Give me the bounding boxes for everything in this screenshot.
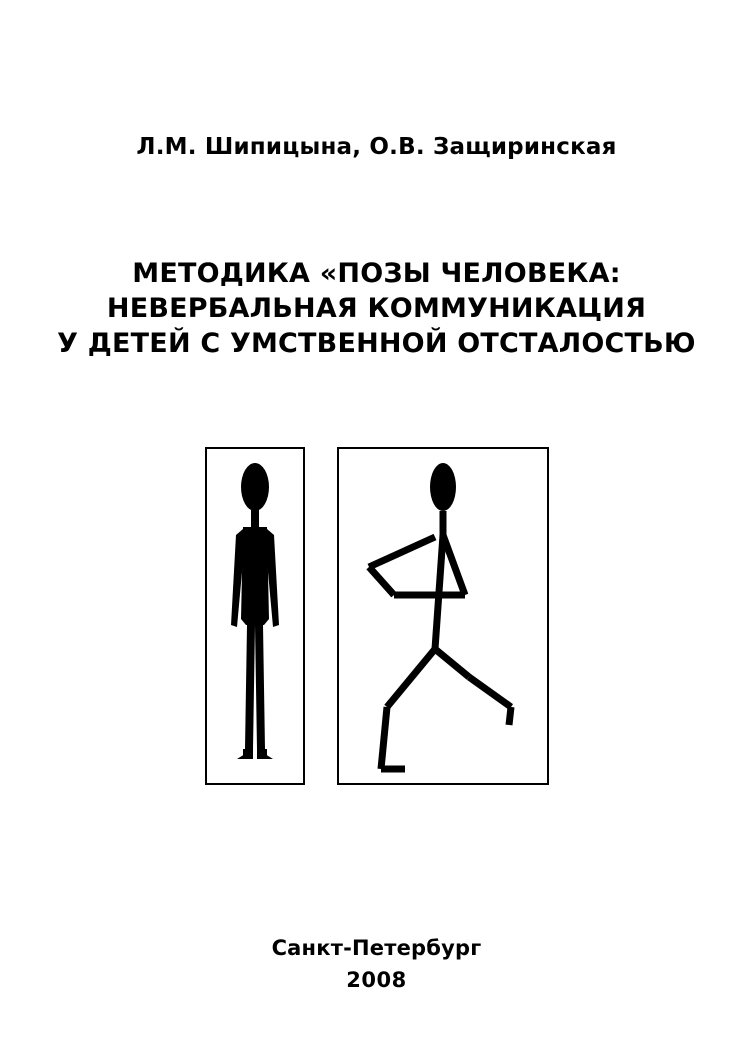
cover-illustration bbox=[205, 447, 549, 785]
walking-figure-panel bbox=[337, 447, 549, 785]
title-line-1: МЕТОДИКА «ПОЗЫ ЧЕЛОВЕКА: bbox=[132, 258, 621, 289]
authors-line: Л.М. Шипицына, О.В. Защиринская bbox=[136, 134, 617, 160]
title-line-2: НЕВЕРБАЛЬНАЯ КОММУНИКАЦИЯ bbox=[106, 293, 647, 325]
standing-stick-figure-icon bbox=[207, 449, 303, 783]
book-title bbox=[57, 256, 696, 361]
imprint bbox=[0, 936, 753, 992]
publication-year: 2008 bbox=[346, 968, 407, 992]
walking-stick-figure-icon bbox=[339, 449, 547, 783]
title-line-3: У ДЕТЕЙ С УМСТВЕННОЙ ОТСТАЛОСТЬЮ bbox=[57, 328, 696, 360]
publication-city: Санкт-Петербург bbox=[271, 936, 482, 960]
standing-figure-panel bbox=[205, 447, 305, 785]
